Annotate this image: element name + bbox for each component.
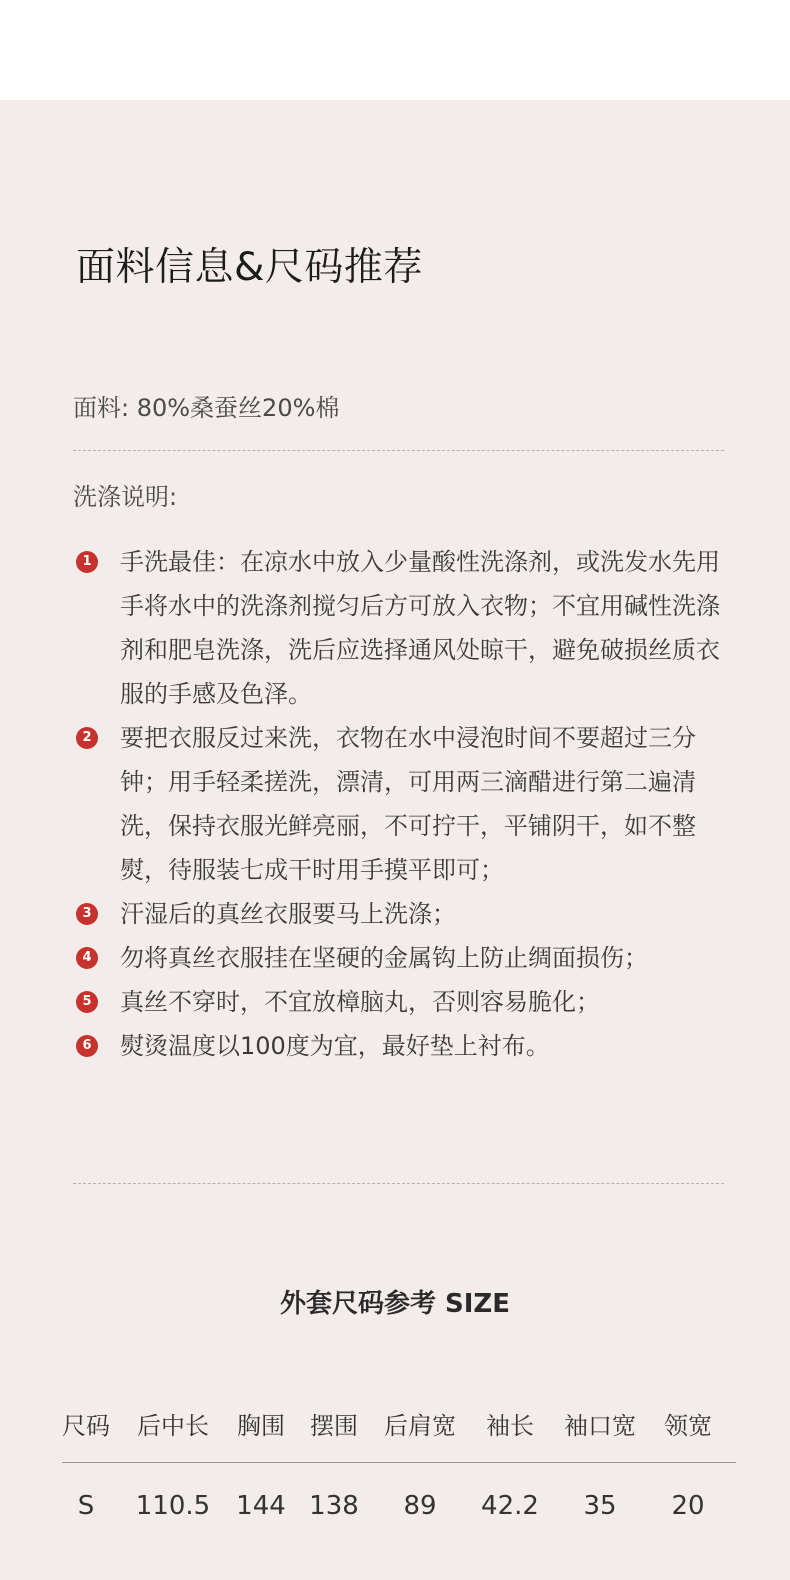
- header-sleeve-length: 袖长: [486, 1412, 534, 1440]
- header-back-length: 后中长: [137, 1412, 209, 1440]
- cell-back-length: 110.5: [135, 1491, 211, 1521]
- care-item: [76, 540, 726, 716]
- care-text: 手洗最佳：在凉水中放入少量酸性洗涤剂，或洗发水先用手将水中的洗涤剂搅匀后方可放入衣物；不宜用碱性洗涤剂和肥皂洗涤，洗后应选择通风处晾干，避免破损丝质衣服的手感及色泽。: [120, 548, 720, 708]
- cell-bust: 144: [236, 1491, 286, 1521]
- care-text: 汗湿后的真丝衣服要马上洗涤；: [120, 900, 456, 928]
- dashed-divider: [73, 1183, 724, 1184]
- number-badge-2: 2: [76, 727, 98, 749]
- number-badge-3: 3: [76, 903, 98, 925]
- care-text: 熨烫温度以100度为宜，最好垫上衬布。: [120, 1032, 550, 1060]
- dashed-divider: [73, 450, 724, 451]
- care-instructions-list: [76, 540, 726, 1068]
- header-size: 尺码: [62, 1412, 110, 1440]
- care-text: 勿将真丝衣服挂在坚硬的金属钩上防止绸面损伤；: [120, 944, 648, 972]
- header-shoulder: 后肩宽: [384, 1412, 456, 1440]
- top-white-band: [0, 0, 790, 100]
- care-text: 真丝不穿时，不宜放樟脑丸，否则容易脆化；: [120, 988, 600, 1016]
- section-heading: 面料信息&尺码推荐: [76, 245, 423, 290]
- cell-shoulder: 89: [403, 1491, 437, 1521]
- care-item: [76, 980, 726, 1024]
- info-panel: [0, 100, 790, 1580]
- number-badge-6: 6: [76, 1035, 98, 1057]
- number-badge-1: 1: [76, 551, 98, 573]
- size-table: [62, 1390, 736, 1523]
- care-item: [76, 936, 726, 980]
- fabric-composition: 面料: 80%桑蚕丝20%棉: [73, 394, 340, 422]
- wash-instructions-label: 洗涤说明:: [73, 483, 178, 511]
- number-badge-5: 5: [76, 991, 98, 1013]
- cell-collar-width: 20: [671, 1491, 705, 1521]
- care-item: [76, 716, 726, 892]
- cell-cuff-width: 35: [583, 1491, 617, 1521]
- header-collar-width: 领宽: [664, 1412, 712, 1440]
- header-hem: 摆围: [310, 1412, 358, 1440]
- header-cuff-width: 袖口宽: [564, 1412, 636, 1440]
- size-table-header: [62, 1390, 736, 1450]
- cell-size: S: [77, 1491, 95, 1521]
- header-bust: 胸围: [237, 1412, 285, 1440]
- cell-sleeve-length: 42.2: [481, 1491, 539, 1521]
- care-text: 要把衣服反过来洗，衣物在水中浸泡时间不要超过三分钟；用手轻柔搓洗，漂清，可用两三滴醋进行第二遍清洗，保持衣服光鲜亮丽，不可拧干，平铺阴干，如不整熨，待服装七成干时用手摸平即可；: [120, 724, 696, 884]
- care-item: [76, 892, 726, 936]
- number-badge-4: 4: [76, 947, 98, 969]
- table-row: [62, 1463, 736, 1523]
- size-chart-title: 外套尺码参考 SIZE: [279, 1289, 511, 1319]
- cell-hem: 138: [309, 1491, 359, 1521]
- care-item: [76, 1024, 726, 1068]
